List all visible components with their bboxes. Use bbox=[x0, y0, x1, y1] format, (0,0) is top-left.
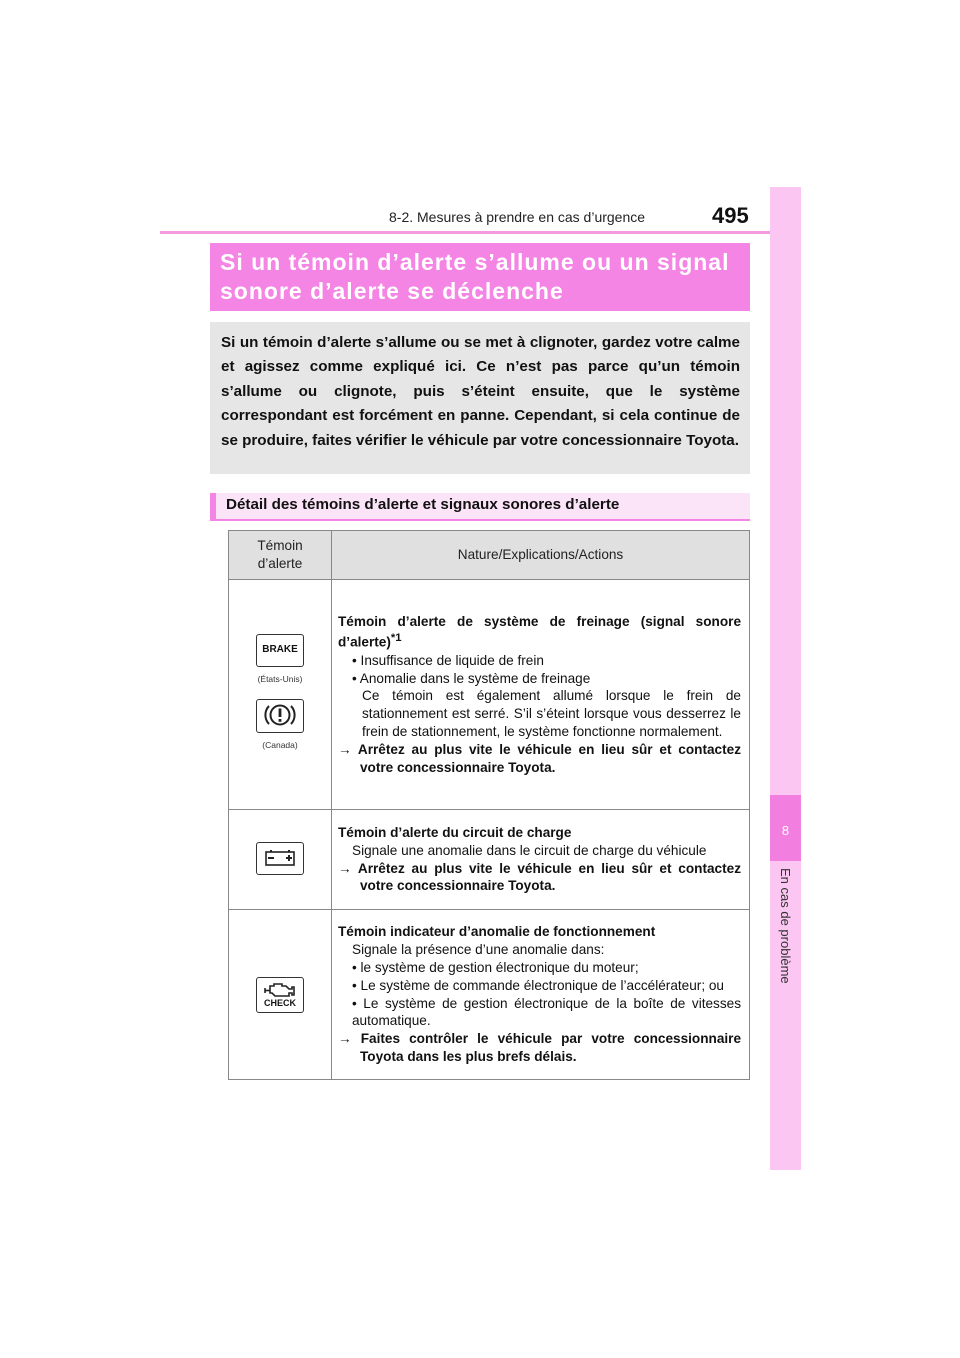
warning-title-text: Témoin d’alerte de système de freinage (signal sonore d’alerte) bbox=[338, 613, 741, 650]
intro-paragraph: Si un témoin d’alerte s’allume ou se met à clignoter, gardez votre calme et agissez comme expliqué ici. Ce n’est pas parce qu’un témoin s’allume ou clignote, puis s’éteint ensuite, que le système correspondant est forcément en panne. Cependant, si cela continue de se produire, faites vérifier le véhicule par votre concessionnaire Toyota. bbox=[210, 322, 750, 474]
table-cell-description bbox=[332, 580, 750, 810]
header-rule bbox=[160, 231, 800, 234]
list-item: • Anomalie dans le système de freinage bbox=[352, 670, 591, 686]
action-label: Arrêtez au plus vite le véhicule en lieu sûr et contactez votre concessionnaire Toyota. bbox=[357, 741, 741, 775]
arrow-icon: → bbox=[338, 860, 352, 876]
warning-lights-table bbox=[228, 530, 750, 1080]
chapter-number: 8 bbox=[781, 823, 790, 838]
brake-icon: BRAKE bbox=[256, 634, 304, 667]
warning-title: Témoin d’alerte du circuit de charge bbox=[338, 824, 572, 840]
table-cell-description bbox=[332, 810, 750, 910]
warning-title bbox=[338, 613, 741, 652]
list-item: • Le système de gestion électronique de la boîte de vitesses automatique. bbox=[352, 995, 741, 1029]
action-text bbox=[338, 741, 741, 777]
page-number: 495 bbox=[712, 203, 749, 228]
footnote-marker: *1 bbox=[390, 632, 402, 645]
explanation-text: Signale la présence d’une anomalie dans: bbox=[352, 942, 605, 958]
section-title-line-1: Si un témoin d’alerte s’allume ou un signal bbox=[220, 249, 730, 275]
list-item: • Le système de commande électronique de l’accélérateur; ou bbox=[352, 977, 724, 993]
table-row bbox=[229, 810, 750, 910]
list-item: • Insuffisance de liquide de frein bbox=[352, 652, 544, 668]
action-text bbox=[338, 1030, 741, 1066]
column-header-icon bbox=[229, 531, 332, 580]
chapter-label: En cas de problème bbox=[778, 868, 793, 984]
action-label: Faites contrôler le véhicule par votre concessionnaire Toyota dans les plus brefs délais. bbox=[360, 1031, 742, 1064]
arrow-icon: → bbox=[338, 1031, 352, 1047]
table-cell-icon bbox=[229, 810, 332, 910]
list-item: • le système de gestion électronique du moteur; bbox=[352, 959, 639, 975]
note-text: Ce témoin est également allumé lorsque le frein de stationnement est serré. S’il s’éteint lorsque vous desserrez le frein de stationnement, le système fonctionne normalement. bbox=[362, 688, 741, 739]
icon-caption: (Canada) bbox=[262, 740, 298, 750]
subheading: Détail des témoins d’alerte et signaux sonores d’alerte bbox=[210, 493, 750, 521]
column-header-icon-line-2: d’alerte bbox=[257, 556, 303, 571]
column-header-description: Nature/Explications/Actions bbox=[332, 531, 750, 580]
check-engine-icon bbox=[256, 977, 304, 1013]
section-title bbox=[210, 243, 750, 311]
arrow-icon: → bbox=[338, 741, 352, 757]
column-header-icon-line-1: Témoin bbox=[257, 538, 303, 554]
table-cell-icon bbox=[229, 910, 332, 1080]
action-label: Arrêtez au plus vite le véhicule en lieu sûr et contactez votre concessionnaire Toyota. bbox=[357, 860, 741, 894]
battery-icon bbox=[256, 842, 304, 875]
chapter-side-tab bbox=[770, 187, 801, 1170]
table-row bbox=[229, 580, 750, 810]
table-cell-description bbox=[332, 910, 750, 1080]
icon-caption: (États-Unis) bbox=[257, 674, 303, 685]
warning-title: Témoin indicateur d’anomalie de fonctionnement bbox=[338, 924, 656, 940]
circle-exclamation-icon bbox=[256, 699, 304, 733]
check-icon-label: CHECK bbox=[263, 997, 296, 1008]
section-title-line-2: sonore d’alerte se déclenche bbox=[220, 278, 564, 304]
table-cell-icon bbox=[229, 580, 332, 810]
page-header-section: 8-2. Mesures à prendre en cas d’urgence bbox=[389, 209, 646, 225]
action-text bbox=[338, 860, 741, 896]
explanation-text: Signale une anomalie dans le circuit de charge du véhicule bbox=[352, 842, 707, 858]
table-row bbox=[229, 910, 750, 1080]
table-header-row bbox=[229, 531, 750, 580]
